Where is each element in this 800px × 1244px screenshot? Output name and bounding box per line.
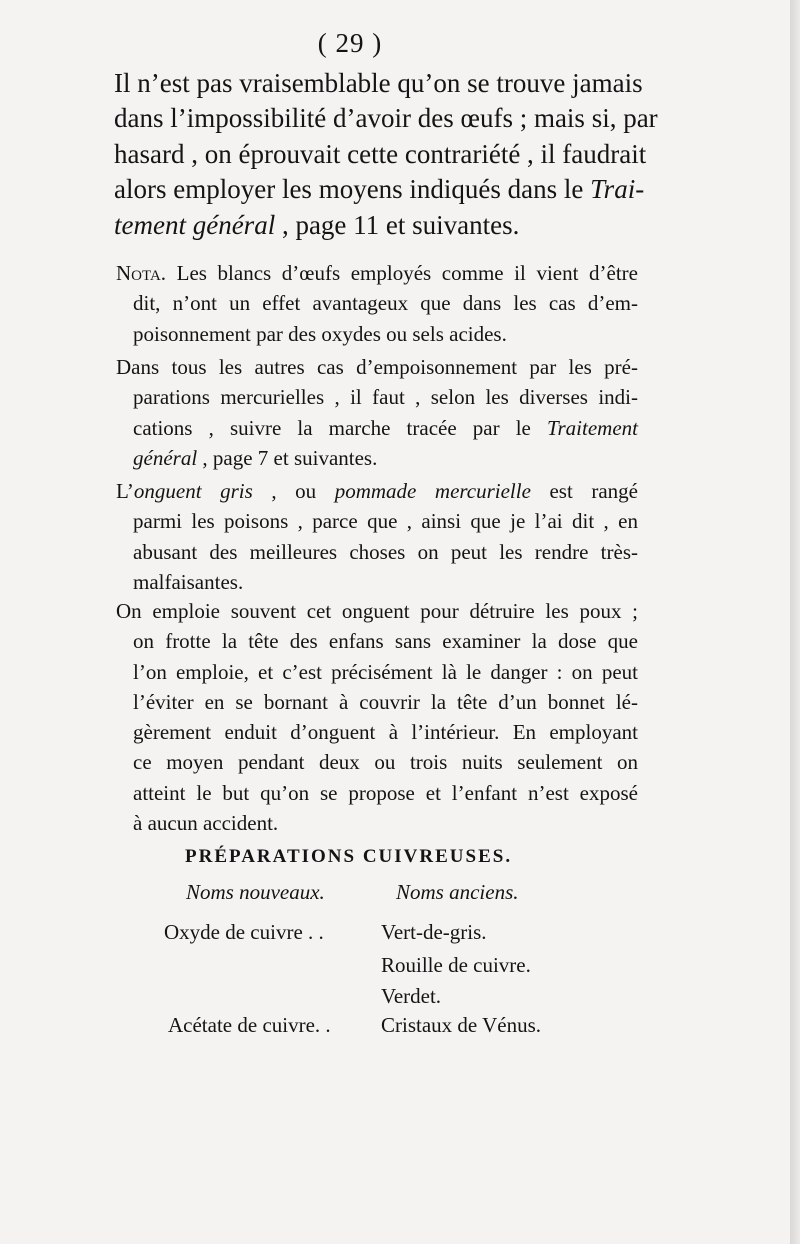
italic-reference: tement général <box>114 209 276 240</box>
text-segment: L’ <box>116 479 134 503</box>
text-line: à aucun accident. <box>133 811 279 836</box>
text-line: hasard , on éprouvait cette contrariété , il faudrait <box>114 138 647 169</box>
text-line: dans l’impossibilité d’avoir des œufs ; mais si, par <box>114 103 658 134</box>
text-line: dit, n’ont un effet avantageux que dans les cas d’em- <box>133 291 638 316</box>
text-line: parmi les poisons , parce que , ainsi que je l’ai dit , en <box>133 509 638 534</box>
poux-paragraph <box>116 596 638 838</box>
text-line: l’on emploie, et c’est précisément là le danger : on peut <box>133 659 638 684</box>
onguent-paragraph <box>116 476 638 597</box>
section-heading: PRÉPARATIONS CUIVREUSES. <box>185 846 513 867</box>
text-line: Dans tous les autres cas d’empoisonnement par les pré- <box>116 355 638 379</box>
text-segment: , page 7 et suivantes. <box>197 445 378 470</box>
italic-reference: Traitement <box>546 415 638 440</box>
page-edge <box>790 0 800 1244</box>
nota-paragraph <box>116 258 638 349</box>
text-line <box>116 476 638 506</box>
text-segment: alors employer les moyens indiqués dans le <box>114 174 591 205</box>
old-name-cell: Verdet. <box>381 984 442 1008</box>
text-line <box>114 208 640 243</box>
italic-term: pommade mercurielle <box>334 479 531 503</box>
italic-reference: Trai- <box>590 174 645 205</box>
text-line: poisonnement par des oxydes ou sels acides. <box>133 321 507 346</box>
text-segment: , page 11 et suivantes. <box>275 209 520 240</box>
text-line: ce moyen pendant deux ou trois nuits seulement on <box>133 750 638 775</box>
text-line: gèrement enduit d’onguent à l’intérieur. En employant <box>133 720 638 745</box>
page-number: ( 29 ) <box>317 28 383 58</box>
new-name-cell: Acétate de cuivre. . <box>168 1013 331 1037</box>
text-segment: Les blancs d’œufs employés comme il vient d’être <box>166 261 638 285</box>
text-line <box>116 413 638 443</box>
text-line: atteint le but qu’on se propose et l’enfant n’est exposé <box>133 780 638 805</box>
text-line: Il n’est pas vraisemblable qu’on se trouve jamais <box>114 68 643 98</box>
nota-label: Nota. <box>116 261 167 285</box>
text-line: on frotte la tête des enfans sans examiner la dose que <box>133 629 638 654</box>
text-line: parations mercurielles , il faut , selon les diverses indi- <box>133 385 638 410</box>
text-line: On emploie souvent cet onguent pour détruire les poux ; <box>116 599 638 623</box>
old-name-cell: Cristaux de Vénus. <box>381 1013 542 1037</box>
text-segment: cations , suivre la marche tracée par le <box>133 415 547 440</box>
text-line <box>116 258 638 288</box>
italic-term: onguent gris <box>133 479 253 503</box>
text-segment: est rangé <box>530 479 639 503</box>
new-name-cell: Oxyde de cuivre . . <box>164 920 324 944</box>
text-line <box>114 172 645 207</box>
column-header-old-names: Noms anciens. <box>396 880 519 904</box>
mercury-paragraph <box>116 352 638 473</box>
text-line: abusant des meilleures choses on peut les rendre très- <box>133 539 638 564</box>
old-name-cell: Vert-de-gris. <box>381 920 487 944</box>
old-name-cell: Rouille de cuivre. <box>381 953 531 977</box>
italic-reference: général <box>133 445 198 470</box>
text-line: malfaisantes. <box>133 569 244 594</box>
column-header-new-names: Noms nouveaux. <box>186 880 325 904</box>
text-segment: , ou <box>252 479 335 503</box>
lead-paragraph <box>114 66 658 243</box>
text-line <box>116 443 638 473</box>
text-line: l’éviter en se bornant à couvrir la tête d’un bonnet lé- <box>133 689 638 714</box>
